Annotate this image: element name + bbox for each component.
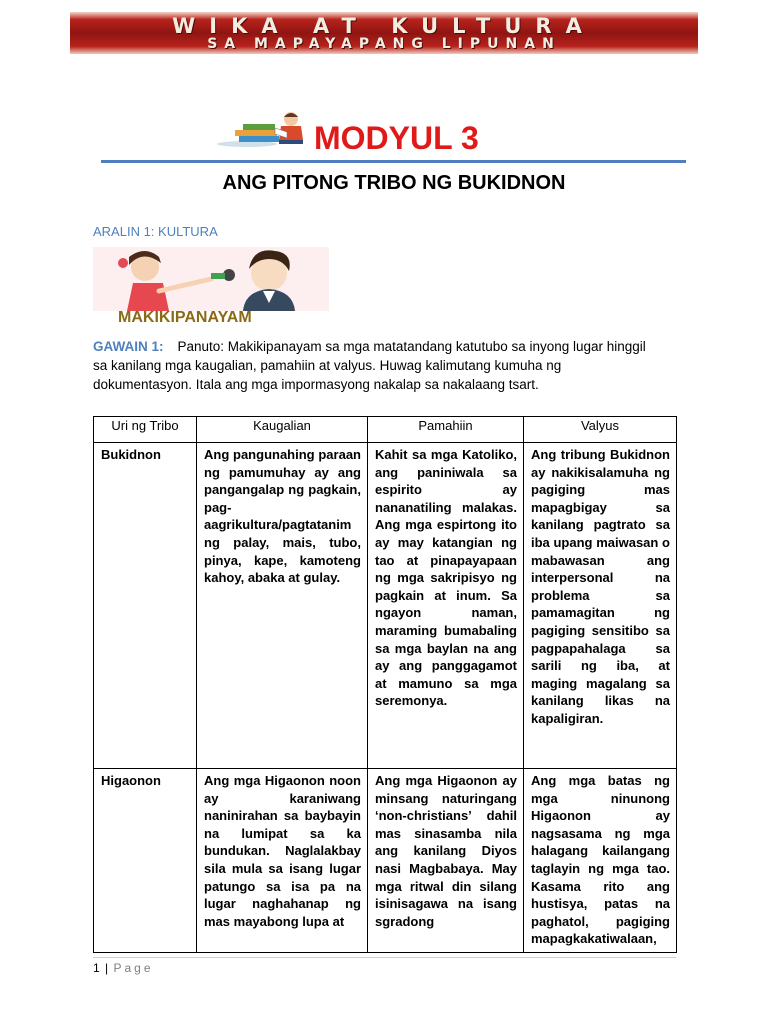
lesson-label: ARALIN 1: KULTURA	[93, 224, 218, 239]
table-header-row	[94, 417, 677, 443]
column-header-tribe: Uri ng Tribo	[94, 417, 197, 443]
activity-instruction-text: Panuto: Makikipanayam sa mga matatandang katutubo sa inyong lugar hinggil sa kanilang mga kaugalian, pamahiin at valyus. Huwag kalimutang kumuha ng dokumentasyon. Itala ang mga impormasyong nakalap sa nakalaang tsart.	[93, 339, 646, 392]
module-title: MODYUL 3	[314, 120, 479, 156]
valyus-cell: Ang tribung Bukidnon ay nakikisalamuha ng pagiging mas mapagbigay sa kanilang pagtrato sa iba upang maiwasan o mabawasan ang interpersonal na problema sa pamamagitan ng pagiging sensitibo sa pagpapahalaga sa sarili ng iba, at maging magalang sa kanilang likas na kapaligiran.	[524, 443, 677, 769]
page-label: Page	[113, 961, 154, 975]
column-header-kaugalian: Kaugalian	[197, 417, 368, 443]
tribe-name-cell: Higaonon	[94, 769, 197, 953]
page-number: 1	[93, 961, 100, 975]
title-banner	[70, 12, 698, 54]
reading-student-logo-icon	[217, 110, 317, 152]
column-header-valyus: Valyus	[524, 417, 677, 443]
valyus-cell: Ang mga batas ng mga ninunong Higaonon ay nagsasama ng mga halagang kailangang taglayin ng mga tao. Kasama rito ang hustisya, patas na paghatol, pagiging mapagkakatiwalaan,	[524, 769, 677, 953]
kaugalian-cell: Ang mga Higaonon noon ay karaniwang naninirahan sa baybayin na lumipat sa ka bundukan. Naglalakbay sila mula sa isang lugar patungo sa isa pa na lugar naghahanap ng mas mayabong lupa at	[197, 769, 368, 953]
tribe-info-table	[93, 416, 677, 953]
module-subtitle: ANG PITONG TRIBO NG BUKIDNON	[222, 172, 566, 194]
title-divider	[101, 160, 686, 163]
pamahiin-cell: Kahit sa mga Katoliko, ang paniniwala sa espirito ay nananatiling malakas. Ang mga espirtong ito ay may katangian ng tao at pinapayapaan ng mga sakripisyo ng pagkain at inum. Sa ngayon naman, maraming bumabaling sa mga baylan na ang ay ang panggagamot at mamuno sa mga seremonya.	[368, 443, 524, 769]
page-separator: |	[105, 961, 109, 975]
activity-heading: MAKIKIPANAYAM	[118, 309, 252, 326]
page-footer	[93, 961, 154, 975]
banner-line-1: WIKA AT KULTURA	[172, 14, 596, 38]
footer-divider	[93, 957, 676, 958]
pamahiin-cell: Ang mga Higaonon ay minsang naturingang ‘non-christians’ dahil mas sinasamba nila ang kanilang Diyos nasi Magbabaya. May mga ritwal din silang isinisagawa na isang sgradong	[368, 769, 524, 953]
activity-label: GAWAIN 1:	[93, 339, 164, 354]
table-row	[94, 769, 677, 953]
tribe-name-cell: Bukidnon	[94, 443, 197, 769]
kaugalian-cell: Ang pangunahing paraan ng pamumuhay ay ang pangangalap ng pagkain, pag-aagrikultura/pagtatanim ng palay, mais, tubo, pinya, kape, kamoteng kahoy, abaka at gulay.	[197, 443, 368, 769]
column-header-pamahiin: Pamahiin	[368, 417, 524, 443]
interview-illustration-icon	[93, 247, 329, 311]
banner-line-2: SA MAPAYAPANG LIPUNAN	[207, 36, 561, 52]
activity-instructions	[93, 337, 653, 394]
table-row	[94, 443, 677, 769]
